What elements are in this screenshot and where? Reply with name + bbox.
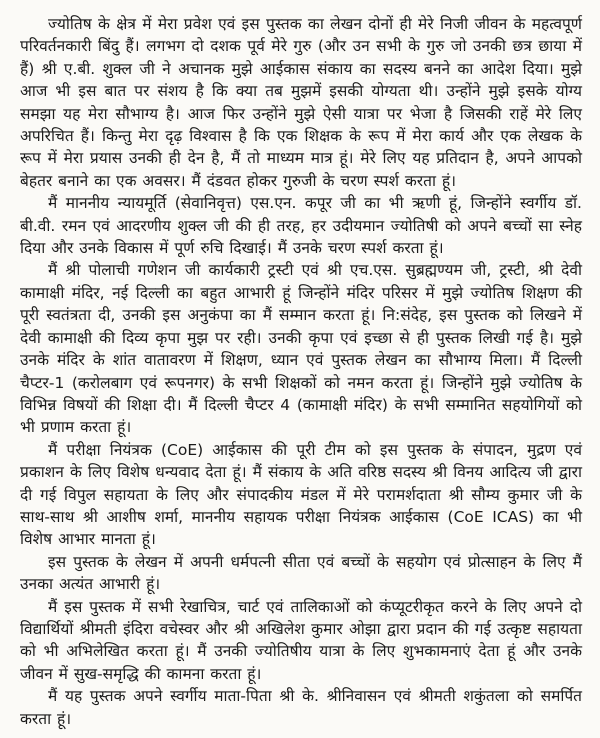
acknowledgements-text-block <box>20 13 582 730</box>
paragraph-coe-team: मैं परीक्षा नियंत्रक (CoE) आईकास की पूरी टीम को इस पुस्तक के संपादन, मुद्रण एवं प्रकाशन के लिए विशेष धन्यवाद देता हूं। मैं संकाय के अति वरिष्ठ सदस्य श्री विनय आदित्य जी द्वारा दी गई विपुल सहायता के लिए और संपादकीय मंडल में मेरे परामर्शदाता श्री सौम्य कुमार जी के साथ-साथ श्री आशीष शर्मा, माननीय सहायक परीक्षा नियंत्रक आईकास (CoE ICAS) का भी विशेष आभार मानता हूं। <box>20 440 582 549</box>
paragraph-family-thanks: इस पुस्तक के लेखन में अपनी धर्मपत्नी सीता एवं बच्चों के सहयोग एवं प्रोत्साहन के लिए मैं उनका अत्यंत आभारी हूं। <box>20 552 582 594</box>
paragraph-dedication: मैं यह पुस्तक अपने स्वर्गीय माता-पिता श्री के. श्रीनिवासन एवं श्रीमती शकुंतला को समर्पित करता हूं। <box>20 687 582 728</box>
paragraph-temple-trustees: मैं श्री पोलाची गणेशन जी कार्यकारी ट्रस्टी एवं श्री एच.एस. सुब्रह्मण्यम जी, ट्रस्टी, श्री देवी कामाक्षी मंदिर, नई दिल्ली का बहुत आभारी हूं जिन्होंने मंदिर परिसर में मुझे ज्योतिष शिक्षण की पूरी स्वतंत्रता दी, उनकी इस अनुकंपा का मैं सम्मान करता हूं। नि:संदेह, इस पुस्तक को लिखने में देवी कामाक्षी की दिव्य कृपा मुझ पर रही। उनकी कृपा एवं इच्छा से ही पुस्तक लिखी गई है। मुझे उनके मंदिर के शांत वातावरण में शिक्षण, ध्यान एवं पुस्तक लेखन का सौभाग्य मिला। मैं दिल्ली चैप्टर-1 (करोलबाग एवं रूपनगर) के सभी शिक्षकों को नमन करता हूं। जिन्होंने मुझे ज्योतिष के विभिन्न विषयों की शिक्षा दी। मैं दिल्ली चैप्टर 4 (कामाक्षी मंदिर) के सभी सम्मानित सहयोगियों को भी प्रणाम करता हूं। <box>20 261 582 437</box>
paragraph-justice-kapoor: मैं माननीय न्यायमूर्ति (सेवानिवृत्त) एस.एन. कपूर जी का भी ऋणी हूं, जिन्होंने स्वर्गीय डॉ. बी.वी. रमन एवं आदरणीय शुक्ल जी की ही तरह, हर उदीयमान ज्योतिषी को अपने बच्चों सा स्नेह दिया और उनके विकास में पूर्ण रुचि दिखाई। मैं उनके चरण स्पर्श करता हूं। <box>20 194 582 258</box>
paragraph-students-help: मैं इस पुस्तक में सभी रेखाचित्र, चार्ट एवं तालिकाओं को कंप्यूटरीकृत करने के लिए अपने दो विद्यार्थियों श्रीमती इंदिरा वचेस्वर और श्री अखिलेश कुमार ओझा द्वारा प्रदान की गई उत्कृष्ट सहायता को भी अभिलेखित करता हूं। मैं उनकी ज्योतिषीय यात्रा के लिए शुभकामनाएं देता हूं और उनके जीवन में सुख-समृद्धि की कामना करता हूं। <box>20 597 582 683</box>
paragraph-intro-guru: ज्योतिष के क्षेत्र में मेरा प्रवेश एवं इस पुस्तक का लेखन दोनों ही मेरे निजी जीवन के महत्वपूर्ण परिवर्तनकारी बिंदु हैं। लगभग दो दशक पूर्व मेरे गुरु (और उन सभी के गुरु जो उनकी छत्र छाया में हैं) श्री ए.बी. शुक्ल जी ने अचानक मुझे आईकास संकाय का सदस्य बनने का आदेश दिया। मुझे आज भी इस बात पर संशय है कि क्या तब मुझमें इसकी योग्यता थी। उन्होंने मुझे इसके योग्य समझा यह मेरा सौभाग्य है। आज फिर उन्होंने मुझे ऐसी यात्रा पर भेजा है जिसकी राहें मेरे लिए अपरिचित हैं। किन्तु मेरा दृढ़ विश्वास है कि एक शिक्षक के रूप में मेरा कार्य और एक लेखक के रूप में मेरा प्रयास उनकी ही देन है, मैं तो माध्यम मात्र हूं। मेरे लिए यह प्रतिदान है, अपने आपको बेहतर बनाने का एक अवसर। मैं दंडवत होकर गुरुजी के चरण स्पर्श करता हूं। <box>20 15 582 190</box>
